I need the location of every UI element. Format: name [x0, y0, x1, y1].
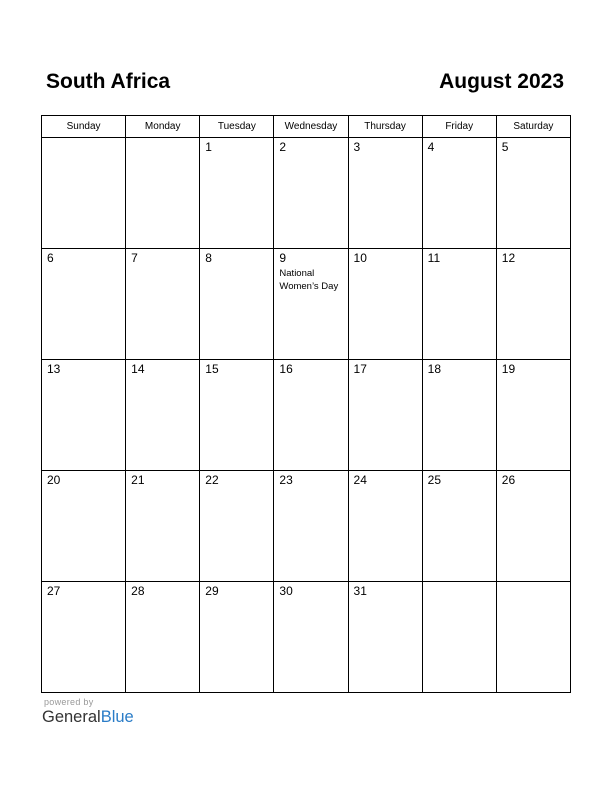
day-cell — [496, 471, 570, 582]
day-cell — [42, 582, 126, 693]
day-number: 21 — [131, 473, 145, 487]
logo-text-general: General — [42, 708, 101, 726]
week-row — [42, 138, 571, 249]
day-number — [42, 138, 125, 141]
day-cell — [422, 582, 496, 693]
day-number: 29 — [205, 584, 219, 598]
day-cell — [348, 138, 422, 249]
day-cell — [348, 471, 422, 582]
day-number: 19 — [501, 362, 516, 376]
day-number: 24 — [353, 473, 367, 487]
day-number — [423, 582, 496, 585]
day-number: 8 — [205, 251, 212, 265]
day-cell — [200, 471, 274, 582]
calendar-country-title: South Africa — [46, 70, 171, 93]
day-number: 31 — [353, 584, 367, 598]
day-cell — [274, 582, 348, 693]
day-cell — [200, 582, 274, 693]
day-cell — [126, 582, 200, 693]
day-cell — [126, 360, 200, 471]
day-cell — [42, 249, 126, 360]
day-number — [126, 138, 199, 141]
day-cell — [274, 249, 348, 360]
day-number: 10 — [353, 251, 367, 265]
holiday-label: National Women’s Day — [279, 268, 339, 292]
calendar-month-title: August 2023 — [439, 70, 564, 93]
day-cell — [422, 360, 496, 471]
day-cell — [200, 360, 274, 471]
day-cell — [274, 360, 348, 471]
day-number: 30 — [279, 584, 293, 598]
day-cell — [496, 360, 570, 471]
day-number: 9 — [279, 251, 287, 265]
day-number: 25 — [427, 473, 442, 487]
weekday-header-row — [42, 116, 571, 138]
week-row — [42, 471, 571, 582]
day-cell — [42, 138, 126, 249]
day-cell — [274, 471, 348, 582]
calendar-grid — [41, 115, 571, 693]
day-number: 13 — [47, 362, 61, 376]
day-number: 28 — [131, 584, 145, 598]
week-row — [42, 582, 571, 693]
day-number — [497, 582, 570, 585]
day-number: 5 — [501, 140, 509, 154]
day-cell — [200, 249, 274, 360]
week-row — [42, 249, 571, 360]
day-cell — [348, 249, 422, 360]
day-number: 22 — [205, 473, 219, 487]
day-number: 20 — [47, 473, 61, 487]
day-number: 23 — [279, 473, 293, 487]
day-cell — [126, 471, 200, 582]
day-number: 6 — [47, 251, 54, 265]
day-cell — [348, 360, 422, 471]
day-number: 16 — [279, 362, 293, 376]
day-cell — [274, 138, 348, 249]
day-number: 18 — [427, 362, 442, 376]
day-number: 11 — [427, 251, 441, 265]
weekday-header-saturday: Saturday — [496, 116, 570, 138]
day-number: 12 — [501, 251, 516, 265]
day-cell — [422, 138, 496, 249]
day-number: 26 — [501, 473, 516, 487]
day-cell — [126, 249, 200, 360]
week-row — [42, 360, 571, 471]
day-cell — [496, 138, 570, 249]
day-number: 3 — [353, 140, 361, 154]
day-number: 17 — [353, 362, 367, 376]
generalblue-logo[interactable] — [42, 708, 134, 727]
day-number: 15 — [205, 362, 219, 376]
day-cell — [496, 249, 570, 360]
weekday-header-wednesday: Wednesday — [274, 116, 348, 138]
day-number: 2 — [279, 140, 287, 154]
weekday-header-tuesday: Tuesday — [200, 116, 274, 138]
day-cell — [126, 138, 200, 249]
day-cell — [422, 471, 496, 582]
day-cell — [348, 582, 422, 693]
day-number: 14 — [131, 362, 145, 376]
day-number: 1 — [205, 140, 212, 154]
powered-by-label: powered by — [44, 697, 94, 707]
day-number: 27 — [47, 584, 61, 598]
day-cell — [42, 471, 126, 582]
day-number: 7 — [131, 251, 138, 265]
weekday-header-monday: Monday — [126, 116, 200, 138]
weekday-header-sunday: Sunday — [42, 116, 126, 138]
weekday-header-thursday: Thursday — [348, 116, 422, 138]
day-cell — [200, 138, 274, 249]
day-cell — [42, 360, 126, 471]
day-cell — [496, 582, 570, 693]
logo-text-blue: Blue — [100, 708, 134, 726]
day-cell — [422, 249, 496, 360]
day-number: 4 — [427, 140, 435, 154]
weekday-header-friday: Friday — [422, 116, 496, 138]
